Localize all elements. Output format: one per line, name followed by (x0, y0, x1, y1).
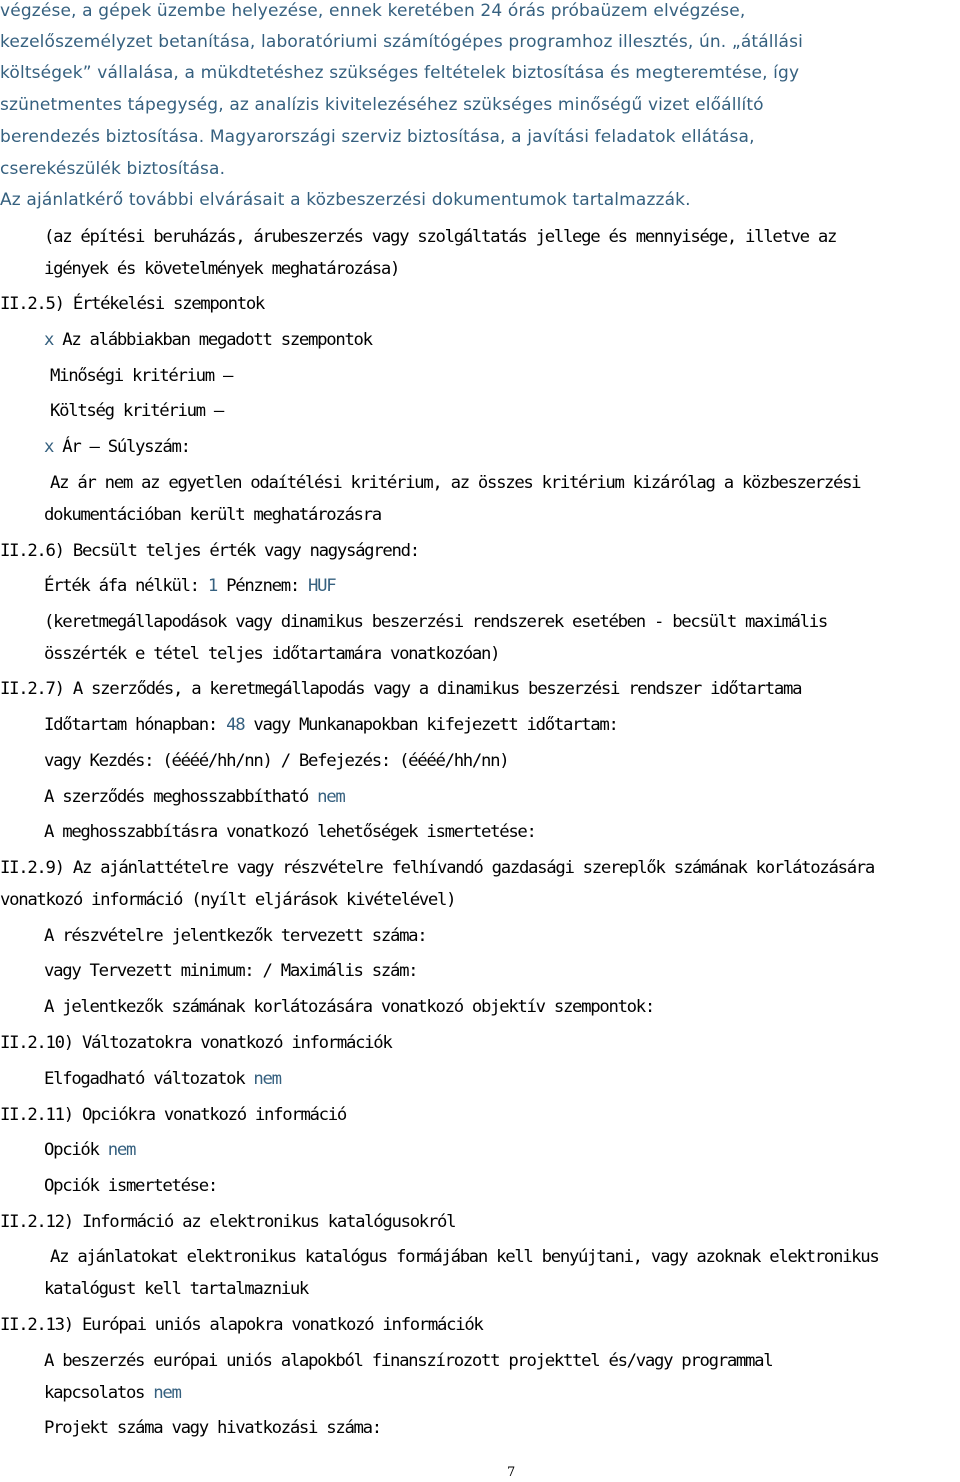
options-label: Opciók (44, 1140, 108, 1160)
variants-label: Elfogadható változatok (44, 1069, 254, 1089)
quality-criterion: Minőségi kritérium – (50, 366, 233, 386)
eu-funds-value: nem (153, 1383, 181, 1403)
value-label: Érték áfa nélkül: (44, 576, 208, 596)
start-end-dates: vagy Kezdés: (éééé/hh/nn) / Befejezés: (éééé/hh/nn) (44, 751, 509, 771)
intro-line-6: cserekészülék biztosítása. (0, 159, 226, 179)
checkbox-mark: x (44, 437, 54, 457)
currency-label: Pénznem: (217, 576, 309, 596)
duration-row (44, 714, 618, 736)
objective-criteria: A jelentkezők számának korlátozására vonatkozó objektív szempontok: (44, 997, 654, 1017)
project-number: Projekt száma vagy hivatkozási száma: (44, 1418, 381, 1438)
months-label: Időtartam hónapban: (44, 715, 227, 735)
eu-funds-label: kapcsolatos (44, 1383, 154, 1403)
renewal-row (44, 786, 344, 808)
variants-row (44, 1068, 281, 1090)
min-max-candidates: vagy Tervezett minimum: / Maximális szám: (44, 961, 418, 981)
renewal-label: A szerződés meghosszabbítható (44, 787, 318, 807)
section-heading: II.2.12) Információ az elektronikus katalógusokról (0, 1212, 456, 1232)
checkbox-mark: x (44, 330, 54, 350)
options-description: Opciók ismertetése: (44, 1176, 217, 1196)
currency-value: HUF (308, 576, 336, 596)
intro-line-2: kezelőszemélyzet betanítása, laboratóriumi számítógépes programhoz illesztés, ún. „átállási (0, 32, 804, 52)
price-criterion-label: Ár – Súlyszám: (53, 437, 190, 457)
catalogue-line-1: Az ajánlatokat elektronikus katalógus formájában kell benyújtani, vagy azoknak elektronikus (50, 1247, 879, 1267)
criteria-option-label: Az alábbiakban megadott szempontok (53, 330, 372, 350)
section-heading-continued: vonatkozó információ (nyílt eljárások kivételével) (0, 890, 456, 910)
planned-candidates: A részvételre jelentkezők tervezett száma: (44, 926, 427, 946)
section-heading: II.2.9) Az ajánlattételre vagy részvételre felhívandó gazdasági szereplők számának korlátozására (0, 858, 875, 878)
options-value: nem (107, 1140, 136, 1160)
section-heading: II.2.7) A szerződés, a keretmegállapodás vagy a dinamikus beszerzési rendszer időtartama (0, 679, 802, 699)
criteria-option-below (44, 329, 372, 351)
intro-line-1: végzése, a gépek üzembe helyezése, ennek keretében 24 órás próbaüzem elvégzése, (0, 1, 746, 21)
renewal-description: A meghosszabbításra vonatkozó lehetőségek ismertetése: (44, 822, 536, 842)
catalogue-line-2: katalógust kell tartalmazniuk (44, 1279, 309, 1299)
value-note-line-2: összérték e tétel teljes időtartamára vonatkozóan) (44, 644, 500, 664)
section-heading: II.2.6) Becsült teljes érték vagy nagyságrend: (0, 541, 419, 561)
intro-line-3: költségek” vállalása, a mükdtetéshez szükséges feltételek biztosítása és megteremtése, így (0, 63, 800, 83)
section-heading: II.2.5) Értékelési szempontok (0, 294, 265, 314)
scope-note-line-2: igények és követelmények meghatározása) (44, 259, 400, 279)
eu-funds-line-2 (44, 1382, 181, 1404)
section-heading: II.2.13) Európai uniós alapokra vonatkozó információk (0, 1315, 483, 1335)
months-value: 48 (226, 715, 245, 735)
intro-line-4: szünetmentes tápegység, az analízis kivitelezéséhez szükséges minőségű vizet előállító (0, 95, 764, 115)
page-number: 7 (507, 1465, 516, 1480)
criteria-note-line-1: Az ár nem az egyetlen odaítélési kritérium, az összes kritérium kizárólag a közbeszerzési (50, 473, 861, 493)
estimated-value-row (44, 575, 335, 597)
cost-criterion: Költség kritérium – (50, 401, 223, 421)
intro-line-7: Az ajánlatkérő további elvárásait a közbeszerzési dokumentumok tartalmazzák. (0, 190, 691, 210)
section-heading: II.2.10) Változatokra vonatkozó információk (0, 1033, 392, 1053)
scope-note-line-1: (az építési beruházás, árubeszerzés vagy szolgáltatás jellege és mennyisége, illetve az (44, 227, 837, 247)
price-criterion (44, 436, 190, 458)
workdays-label: vagy Munkanapokban kifejezett időtartam: (244, 715, 618, 735)
value-note-line-1: (keretmegállapodások vagy dinamikus beszerzési rendszerek esetében - becsült maximális (44, 612, 827, 632)
intro-line-5: berendezés biztosítása. Magyarországi szerviz biztosítása, a javítási feladatok ellátása, (0, 127, 755, 147)
criteria-note-line-2: dokumentációban került meghatározásra (44, 505, 381, 525)
renewal-value: nem (317, 787, 345, 807)
variants-value: nem (253, 1069, 281, 1089)
section-heading: II.2.11) Opciókra vonatkozó információ (0, 1105, 346, 1125)
eu-funds-line-1: A beszerzés európai uniós alapokból finanszírozott projekttel és/vagy programmal (44, 1351, 773, 1371)
options-row (44, 1139, 135, 1161)
value-amount: 1 (207, 576, 217, 596)
